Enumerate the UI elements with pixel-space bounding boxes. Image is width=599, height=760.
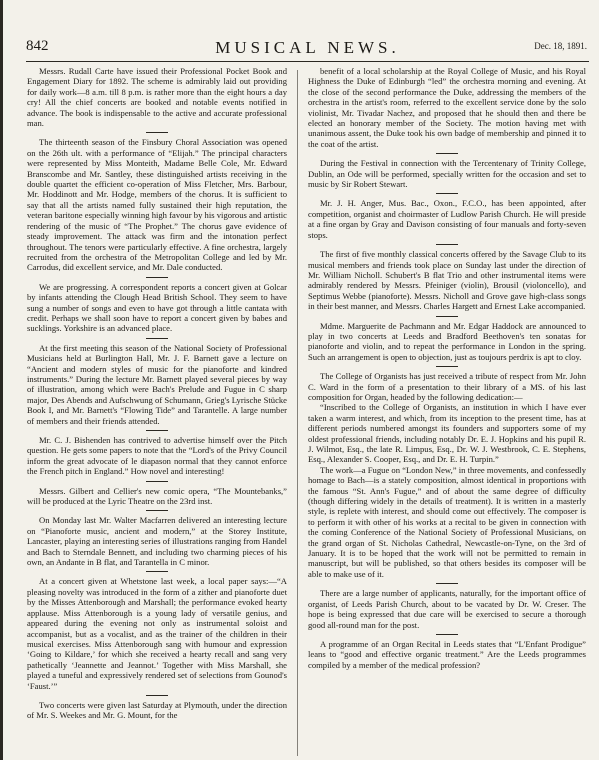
article-paragraph: The work—a Fugue on “London New,” in three movements, and confessedly homage to Bach—is a stately composition, almost identical in proportions with the famous “St. Ann's Fugue,” and of about the same degree of difficulty (though differing widely in the details of treatment). It is written in a masterly style, is replete with interest, and should come out effectively. The composer is to perform it with other of his works at a recital to be given in connection with the coming Conference of the National Society of Professional Musicians, on the grand organ of St. Nicholas Cathedral, Newcastle-on-Tyne, on the 3rd of January. It is to be hoped that the work will not be permitted to remain in manuscript, but will be published, so that others besides its composer will be able to make use of it. — [308, 464, 586, 579]
column-divider — [297, 70, 298, 756]
article-paragraph: During the Festival in connection with the Tercentenary of Trinity College, Dublin, an Ode will be performed, specially written for the occasion and set to music by Sir Robert Stewart. — [308, 158, 586, 190]
article-separator — [146, 277, 168, 278]
article-separator — [436, 193, 458, 194]
article-separator — [146, 430, 168, 431]
article-separator — [146, 338, 168, 339]
article-paragraph: “Inscribed to the College of Organists, an institution in which I have ever taken a warm interest, and which, from its inception to the present time, has at different periods numbered amongst its founders and supporters some of my oldest professional friends, including notably Dr. E. J. Hopkins and his pupil R. J. Wilmot, Esq., the late R. Limpus, Esq., Dr. W. J. Westbrook, C. E. Stephens, Esq., Alexander S. Cooper, Esq., and Dr. E. H. Turpin.” — [308, 402, 586, 465]
issue-date: Dec. 18, 1891. — [534, 41, 587, 51]
article-separator — [146, 481, 168, 482]
binding-gutter — [0, 0, 3, 760]
article-separator — [436, 244, 458, 245]
article-separator — [436, 153, 458, 154]
article-paragraph: Messrs. Rudall Carte have issued their Professional Pocket Book and Engagement Diary for 1892. The scheme is admirably laid out providing for daily work—8 a.m. till 8 p.m. is rather more than the eight hours a day cry! All the chief concerts are booked and notable events notified in advance. The book is indispensable to the active and accurate professional man. — [27, 66, 287, 129]
article-paragraph: Two concerts were given last Saturday at Plymouth, under the direction of Mr. S. Weekes and Mr. G. Mount, for the — [27, 699, 287, 721]
article-paragraph: We are progressing. A correspondent reports a concert given at Golcar by infants attending the Clough Head British School. They seem to have sung a number of songs and even to have got through a little cantata with credit. Perhaps we shall soon have to report a concert given by babes and sucklings. Yorkshire is an advanced place. — [27, 281, 287, 334]
article-paragraph: At a concert given at Whetstone last week, a local paper says:—“A pleasing novelty was introduced in the form of a zither and pianoforte duet by the Misses Attenborough and Marshall; the performance evoked hearty applause. Miss Attenborough is a young lady of versatile genius, and appeared during the evening not only as instrumental soloist and accompanist, but as a vocalist, and as the trainer of the children in their musical exercises. Miss Attenborough sang with humour and expression ‘Going to Kildare,’ for which she received a hearty recall and sang very pathetically ‘Jeannette and Jeannot.’ Together with Miss Marshall, she played a tuneful and expressively rendered set of selections from Gounod's ‘Faust.’” — [27, 576, 287, 691]
article-paragraph: Mr. J. H. Anger, Mus. Bac., Oxon., F.C.O., has been appointed, after competition, organist and choirmaster of Ludlow Parish Church. He will preside at a fine organ by Gray and Davison consisting of four manuals and forty-seven stops. — [308, 198, 586, 240]
article-paragraph: Mr. C. J. Bishenden has contrived to advertise himself over the Pitch question. He gets some papers to note that the “Lord's of the Privy Council inform the great advocate of le diapason normal that they cannot enforce the French pitch in England.” How novel and interesting! — [27, 435, 287, 477]
article-separator — [146, 695, 168, 696]
right-column — [308, 66, 586, 756]
article-separator — [146, 571, 168, 572]
masthead-title: MUSICAL NEWS. — [215, 38, 400, 57]
article-separator — [436, 634, 458, 635]
article-separator — [436, 366, 458, 367]
article-paragraph: On Monday last Mr. Walter Macfarren delivered an interesting lecture on “Pianoforte music, ancient and modern,” at the Storey Institute, Lancaster, playing an interesting series of illustrations ranging from Handel and Bach to Sterndale Bennett, and including two charming pieces of his own, an Andante in B flat, and Tarantella in C minor. — [27, 515, 287, 568]
article-separator — [146, 510, 168, 511]
article-paragraph: benefit of a local scholarship at the Royal College of Music, and his Royal Highness the Duke of Edinburgh “led” the orchestra morning and evening. At the close of the second performance the Duke, addressing the members of the orchestra in the artist's room, referred to the excellent service done by the solo violinist, Mr. Tivadar Nachez, and proposed that he should then and there be elected an honorary member of the Society. The motion having met with unanimous assent, the Duke took his own badge of membership and pinned it to the coat of the artist. — [308, 66, 586, 149]
article-paragraph: The College of Organists has just received a tribute of respect from Mr. John C. Ward in the form of a presentation to their library of a MS. of his last composition for Organ, headed by the following dedication:— — [308, 371, 586, 402]
article-paragraph: Messrs. Gilbert and Cellier's new comic opera, “The Mountebanks,” will be produced at the Lyric Theatre on the 23rd inst. — [27, 485, 287, 507]
article-paragraph: The thirteenth season of the Finsbury Choral Association was opened on the 26th ult. with a performance of “Elijah.” The principal characters were represented by Miss Monteith, Madame Belle Cole, Mr. Edward Branscombe and Mr. Santley, these distinguished artists receiving in the double quartet the efficient co-operation of Miss Fletcher, Mrs. Barbour, Mr. Hoddinott and Mr. Hodge, members of the chorus. It is sufficient to say that all the artists named fully sustained their high reputation, the veteran baritone especially winning high favour by his vigorous and artistic rendering of the music of “The Prophet.” The chorus gave evidence of steady improvement. The attack was firm and the intonation perfect throughout. The tenors were particularly effective. A fine orchestra, largely recruited from the orchestra of the Metropolitan College and led by Mr. Carrodus, did excellent service, and Mr. Dale conducted. — [27, 137, 287, 273]
article-paragraph: There are a large number of applicants, naturally, for the important office of organist, of Leeds Parish Church, about to be vacated by Dr. W. Creser. The hope is being expressed that due care will be exercised to secure a thorough good all-round man for the post. — [308, 588, 586, 630]
header-rule — [26, 61, 589, 62]
article-separator — [146, 132, 168, 133]
left-column — [27, 66, 287, 756]
page-number: 842 — [26, 38, 49, 54]
article-paragraph: Mdme. Marguerite de Pachmann and Mr. Edgar Haddock are announced to play in two concerts at Leeds and Bradford Beethoven's ten sonatas for pianoforte and violin, and to repeat the performance in London in the spring. Such an arrangement is open to objection, just as toujours perdrix is apt to cloy. — [308, 320, 586, 362]
article-separator — [436, 316, 458, 317]
article-paragraph: A programme of an Organ Recital in Leeds states that “L'Enfant Prodigue” leans to “good and effective organic treatment.” Are the Leeds programmes compiled by a member of the medical profession? — [308, 638, 586, 670]
page-header — [26, 38, 589, 58]
article-paragraph: The first of five monthly classical concerts offered by the Savage Club to its musical members and friends took place on Sunday last under the direction of Mr. William Nicholl. Schubert's B flat Trio and other instrumental items were admirably rendered by Messrs. Pfeiniger (violin), Brousil (violoncello), and Septimus Webbe (pianoforte). Messrs. Nicholl and Grove gave high-class songs in their best manner, and Messrs. Charles Hargett and Ernest Lake accompanied. — [308, 249, 586, 312]
article-separator — [436, 583, 458, 584]
article-paragraph: At the first meeting this season of the National Society of Professional Musicians held at Burlington Hall, Mr. J. F. Barnett gave a lecture on “Ancient and modern styles of music for the pianoforte and kindred instruments.” During the lecture Mr. Barnett played several pieces by way of illustration, among which were Bach's Prelude and Fugue in C sharp major, Des Abends and Aufschwung of Schumann, Grieg's Lyrische Stücke Book I, and Mr. Barnett's “Flowing Tide” and Tarantelle. A large number of members and their friends attended. — [27, 342, 287, 426]
